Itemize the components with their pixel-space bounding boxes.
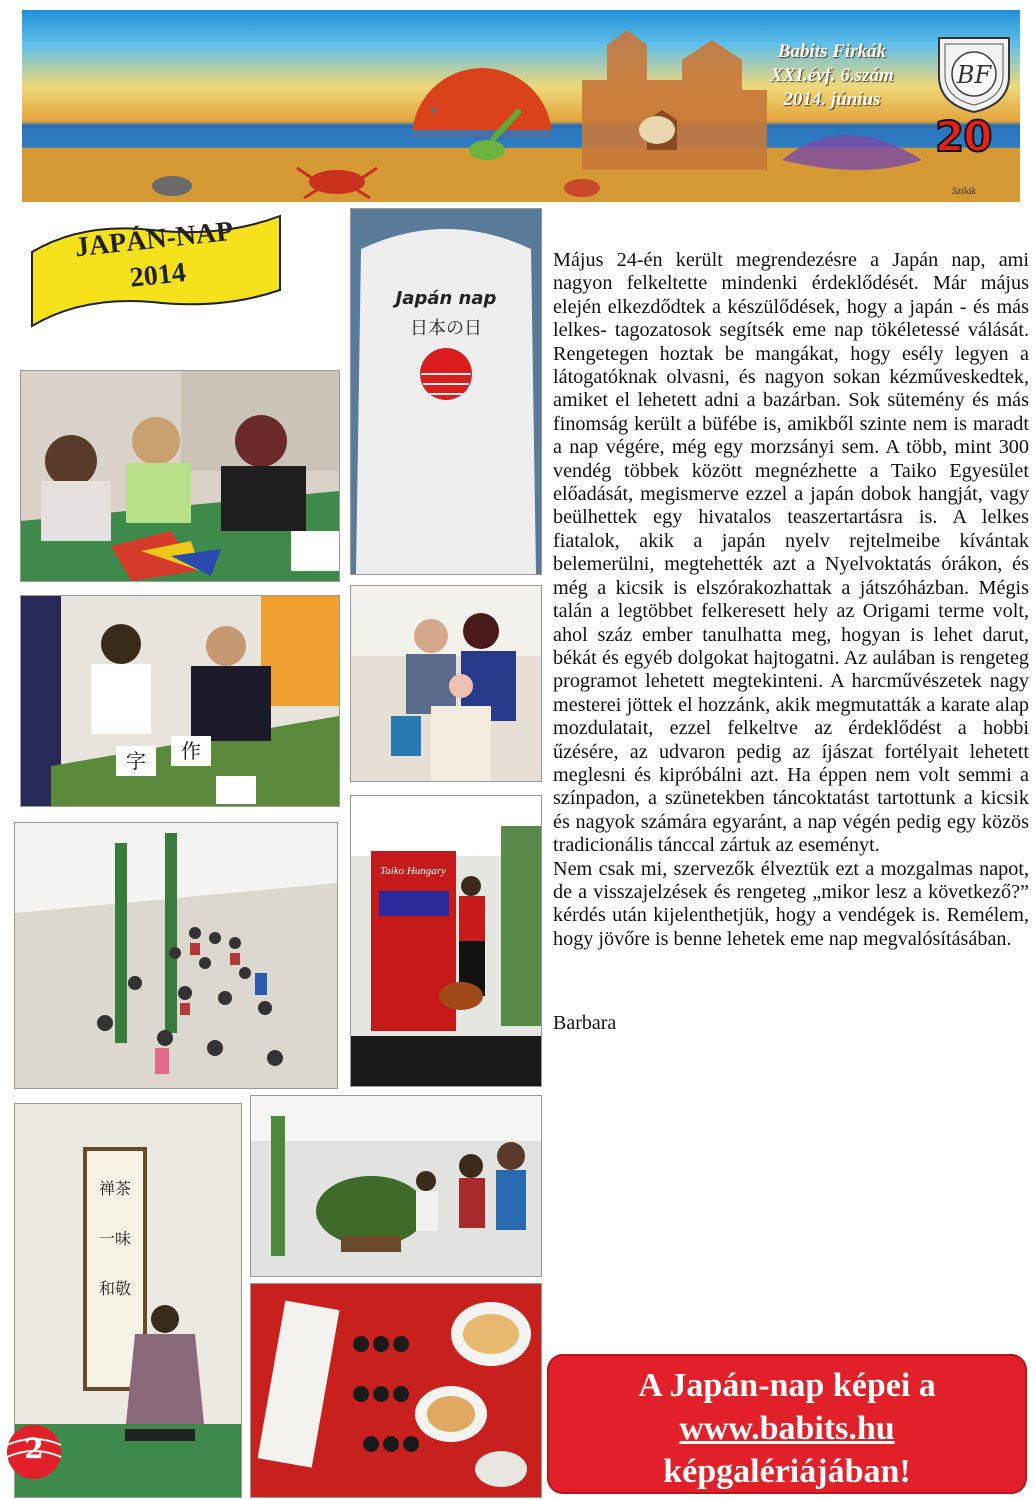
artist-signature: Szilák (952, 186, 976, 197)
svg-text:和敬: 和敬 (98, 1281, 132, 1298)
shirt-text-japanese: 日本の日 (410, 318, 482, 339)
magazine-name: Babits Firkák (777, 41, 887, 62)
title-line-1: JAPÁN-NAP (73, 215, 235, 264)
gallery-callout (547, 1354, 1027, 1494)
stage-sign-text: Taiko Hungary (380, 865, 446, 877)
article-paragraph-2: Nem csak mi, szervezők élveztük ezt a mozgalmas napot, de a visszajelzések és rengeteg „mikor lesz a következő?” kérdés után kijelenthetjük, hogy a vendégek is. Remélem, hogy jövőre is benne lehetek eme nap megvalósításában. (553, 857, 1029, 950)
header-banner (22, 10, 1020, 202)
callout-line-1: A Japán-nap képei a (638, 1367, 936, 1404)
page-badge: 20 (935, 112, 992, 161)
photo-japan-day-shirt (350, 208, 542, 575)
issue-label: XXI.évf. 6.szám (770, 65, 894, 86)
photo-calligraphy-class (20, 595, 340, 807)
school-crest-logo (935, 30, 1013, 114)
svg-text:字: 字 (126, 751, 146, 773)
svg-text:作: 作 (181, 741, 201, 763)
page-number: 2 (24, 1432, 44, 1465)
article-paragraph-1: Május 24-én került megrendezésre a Japán nap, ami nagyon felkeltette mindenki érdeklődését. Már május elején elkezdődtek a készülődések, hogy a japán - és más lelkes- tagozatosok segítsék eme nap tökéletessé válását. Rengetegen hoztak be mangákat, hogy esély legyen a látogatóknak olvasni, és nagyon sokan kézműveskedtek, amiket el lehetett adni a bazárban. Sok sütemény és más finomság került a büfébe is, amikből szinte nem is maradt a nap végére, még egy morzsányi sem. A több, mint 300 vendég többek között megnézhette a Taiko Egyesület előadását, megismerve ezzel a japán dobok hangját, vagy beülhettek egy hivatalos teaszertartásra is. A lelkes fiatalok, akik a japán nyelv rejtelmeibe kívántak belemerülni, megtehették azt a Nyelvoktatás órákon, és még a kicsik is elszórakozhattak a játszóházban. Mégis talán a legtöbbet felkeresett hely az Origami terme volt, ahol száz ember tanulhatta meg, hogyan is lehet darut, békát és egyéb dolgokat hajtogatni. Az aulában is rengeteg programot lehetett megtekinteni. A harcművészetek nagy mesterei jöttek el hozzánk, akik megmutatták a karate alap mozdulatait, ezzel felkeltve az érdeklődést a hobbi űzésére, az udvaron pedig az íjászat fortélyait lehetett meglesni és kipróbálni azt. Ha éppen nem volt semmi a színpadon, a szünetekben táncoktatást tartottunk a kicsik és nagyok számára egyaránt, a nap végén pedig egy közös tradicionális tánccal zártuk az eseményt. (553, 249, 1029, 857)
photo-aula-crowd (14, 822, 338, 1089)
photo-origami-workshop (20, 370, 340, 582)
svg-text:禅茶: 禅茶 (98, 1181, 132, 1198)
magazine-info (742, 40, 922, 112)
photo-bonsai-exhibit (250, 1095, 542, 1277)
photo-family-audience (350, 585, 542, 782)
photo-sushi-buffet (250, 1283, 542, 1498)
svg-text:一味: 一味 (98, 1231, 132, 1248)
shirt-text-latin: Japán nap (395, 288, 497, 309)
callout-line-3: képgalériájában! (663, 1453, 911, 1490)
logo-letters: BF (956, 61, 992, 89)
issue-date: 2014. június (783, 89, 881, 110)
article-author: Barbara (553, 1012, 617, 1034)
title-line-2: 2014 (128, 257, 188, 294)
article-body (553, 249, 1029, 951)
photo-taiko-stage (350, 795, 542, 1087)
gallery-link[interactable]: www.babits.hu (679, 1410, 895, 1447)
